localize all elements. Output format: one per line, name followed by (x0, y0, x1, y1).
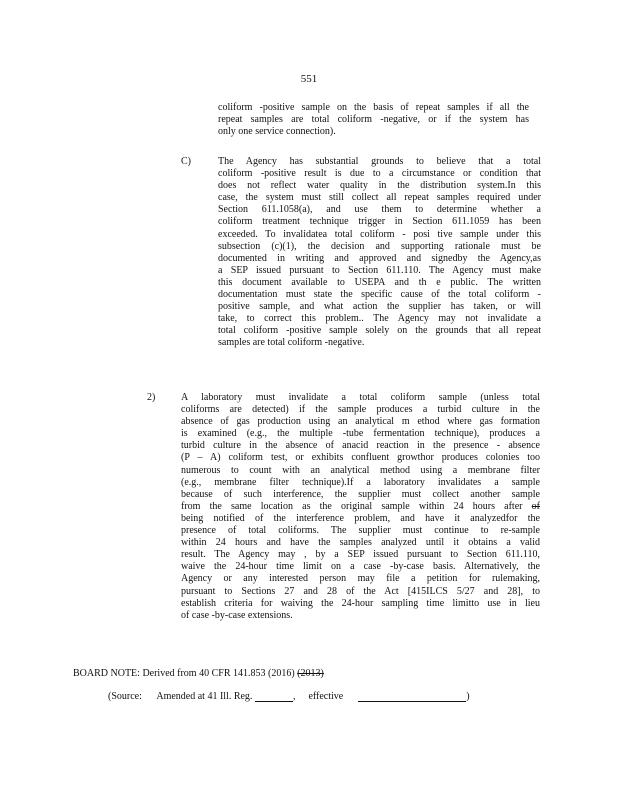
text-line: waive the 24-hour time limit on a case -by-case basis. Alternatively, the (181, 561, 540, 573)
text-line: Agency or any interested person may file a petition for rulemaking, (181, 573, 540, 585)
text-line: repeat samples are total coliform -negative, or if the system has (218, 114, 529, 126)
item-2-label: 2) (147, 392, 156, 403)
text-line: is examined (e.g., the multiple -tube fermentation technique), produces a (181, 428, 540, 440)
text-line: A laboratory must invalidate a total coliform sample (unless total (181, 392, 540, 403)
text-line: being notified of the interference problem, and have it analyzedfor the (181, 512, 540, 524)
source-effective: effective (308, 691, 344, 702)
text-line: of case -by-case extensions. (181, 609, 293, 621)
text-line: positive sample, and what action the supplier has taken, or will (218, 301, 541, 313)
reg-blank (255, 691, 293, 702)
text-line: case, the system must still collect all repeat samples required under (218, 192, 541, 204)
item-c-label: C) (181, 156, 191, 167)
text-line: from the same location as the original sample within 24 hours after of (181, 500, 540, 512)
text-line: Section 611.1058(a), and use them to determine whether a (218, 204, 541, 216)
page-number: 551 (300, 73, 318, 85)
text-line: establish criteria for waiving the 24-hour sampling time limitto use in lieu (181, 597, 540, 609)
source-text: Amended at 41 Ill. Reg. (156, 691, 253, 702)
text-line: The Agency has substantial grounds to believe that a total (218, 156, 541, 167)
text-line: coliform -positive result is due to a circumstance or condition that (218, 168, 541, 180)
text-line: (e.g., membrane filter technique).If a laboratory invalidates a sample (181, 476, 540, 488)
text-line: total coliform -positive sample solely on the grounds that all repeat (218, 325, 541, 337)
source-open: (Source: (108, 691, 142, 702)
text-line: coliforms are detected) if the sample produces a turbid culture in the (181, 404, 540, 416)
text-line: absence of gas production using an analytical m ethod where gas formation (181, 416, 540, 428)
text-line: coliform treatment technique trigger in Section 611.1059 has been (218, 216, 541, 228)
text-line: documentation must state the specific cause of the total coliform - (218, 289, 541, 301)
text-line: exceeded. To invalidatea total coliform - posi tive sample under this (218, 228, 541, 240)
board-note-text: BOARD NOTE: Derived from 40 CFR 141.853 (2016) (73, 668, 295, 679)
board-note (73, 668, 324, 679)
text-line: only one service connection). (218, 126, 336, 138)
source-line (108, 691, 470, 702)
text-line: documented in writing and approved and signedby the Agency,as (218, 252, 541, 264)
text-line: numerous to count with an analytical method using a membrane filter (181, 464, 540, 476)
item-2-paragraph (181, 392, 540, 622)
source-comma: , (292, 691, 296, 702)
text-line: (P – A) coliform test, or exhibits confluent growthor produces colonies too (181, 452, 540, 464)
text-line: within 24 hours and have the samples analyzed until it obtains a valid (181, 537, 540, 549)
text-line: this document available to USEPA and th e public. The written (218, 276, 541, 288)
item-c-paragraph (218, 156, 541, 350)
text-line: pursuant to Sections 27 and 28 of the Act [415ILCS 5/27 and 28], to (181, 585, 540, 597)
text-line: a SEP issued pursuant to Section 611.110. The Agency must make (218, 264, 541, 276)
text-line: turbid culture in the absence of anacid reaction in the presence - absence (181, 440, 540, 452)
text-line: subsection (c)(1), the decision and supporting rationale must be (218, 240, 541, 252)
text-line: because of such interference, the supplier must collect another sample (181, 488, 540, 500)
struck-word: of (531, 500, 540, 512)
effective-blank (358, 691, 466, 702)
board-note-struck: (2013) (297, 668, 324, 679)
source-close: ) (466, 691, 470, 702)
text-line: presence of total coliforms. The supplier must continue to re-sample (181, 525, 540, 537)
text-line: samples are total coliform -negative. (218, 337, 365, 349)
text-line: does not reflect water quality in the distribution system.In this (218, 180, 541, 192)
text-line: coliform -positive sample on the basis of repeat samples if all the (218, 102, 529, 113)
intro-paragraph (218, 102, 529, 138)
text-line: result. The Agency may , by a SEP issued pursuant to Section 611.110, (181, 549, 540, 561)
text-line: take, to correct this problem.. The Agency may not invalidate a (218, 313, 541, 325)
